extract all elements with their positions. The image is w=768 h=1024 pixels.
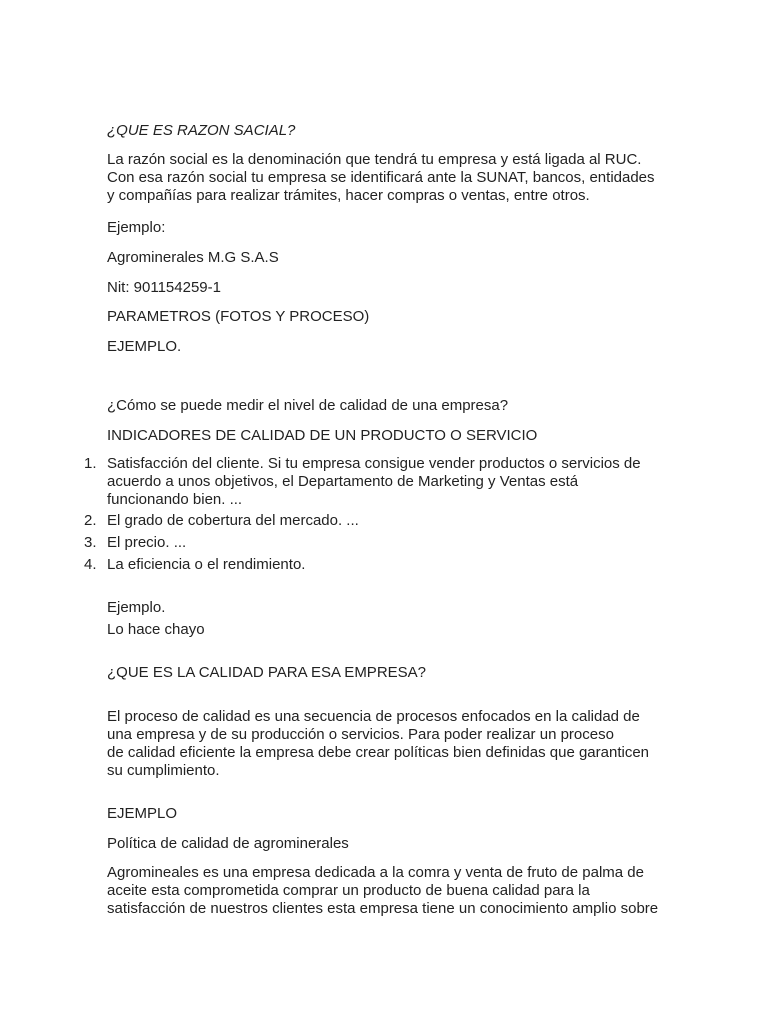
politica-paragraph: Agromineales es una empresa dedicada a la comra y venta de fruto de palma de aceite esta comprometida comprar un producto de buena calidad para la satisfacción de nuestros clientes esta empresa tiene un conocimiento amplio sobre: [107, 864, 659, 917]
list-item-text: El precio. ...: [107, 534, 187, 551]
ejemplo-label: Ejemplo:: [107, 219, 166, 236]
q2-title: ¿Cómo se puede medir el nivel de calidad de una empresa?: [107, 397, 509, 414]
list-item-text: Satisfacción del cliente. Si tu empresa consigue vender productos o servicios de acuerdo a unos objetivos, el Departamento de Marketing y Ventas está funcionando bien. ...: [107, 455, 641, 508]
q3-title: ¿QUE ES LA CALIDAD PARA ESA EMPRESA?: [107, 664, 427, 681]
q1-title: ¿QUE ES RAZON SACIAL?: [107, 122, 296, 139]
list-item-text: El grado de cobertura del mercado. ...: [107, 512, 359, 529]
lo-hace-chayo: Lo hace chayo: [107, 621, 205, 638]
indicadores-heading: INDICADORES DE CALIDAD DE UN PRODUCTO O SERVICIO: [107, 427, 538, 444]
list-item-text: La eficiencia o el rendimiento.: [107, 556, 306, 573]
nit-number: Nit: 901154259-1: [107, 279, 221, 296]
ejemplo-caps-2: EJEMPLO: [107, 805, 178, 822]
list-item-number: 3.: [84, 534, 97, 551]
list-item-number: 2.: [84, 512, 97, 529]
politica-title: Política de calidad de agrominerales: [107, 835, 349, 852]
ejemplo-caps: EJEMPLO.: [107, 338, 182, 355]
ejemplo-dot: Ejemplo.: [107, 599, 166, 616]
list-item-number: 4.: [84, 556, 97, 573]
company-name: Agrominerales M.G S.A.S: [107, 249, 279, 266]
q3-paragraph: El proceso de calidad es una secuencia de procesos enfocados en la calidad de una empresa y de su producción o servicios. Para poder realizar un proceso de calidad eficiente la empresa debe crear políticas bien definidas que garanticen su cumplimiento.: [107, 708, 650, 779]
parametros-heading: PARAMETROS (FOTOS Y PROCESO): [107, 308, 370, 325]
q1-paragraph: La razón social es la denominación que tendrá tu empresa y está ligada al RUC. Con esa razón social tu empresa se identificará ante la SUNAT, bancos, entidades y compañías para realizar trámites, hacer compras o ventas, entre otros.: [107, 151, 655, 204]
list-item-number: 1.: [84, 455, 97, 472]
